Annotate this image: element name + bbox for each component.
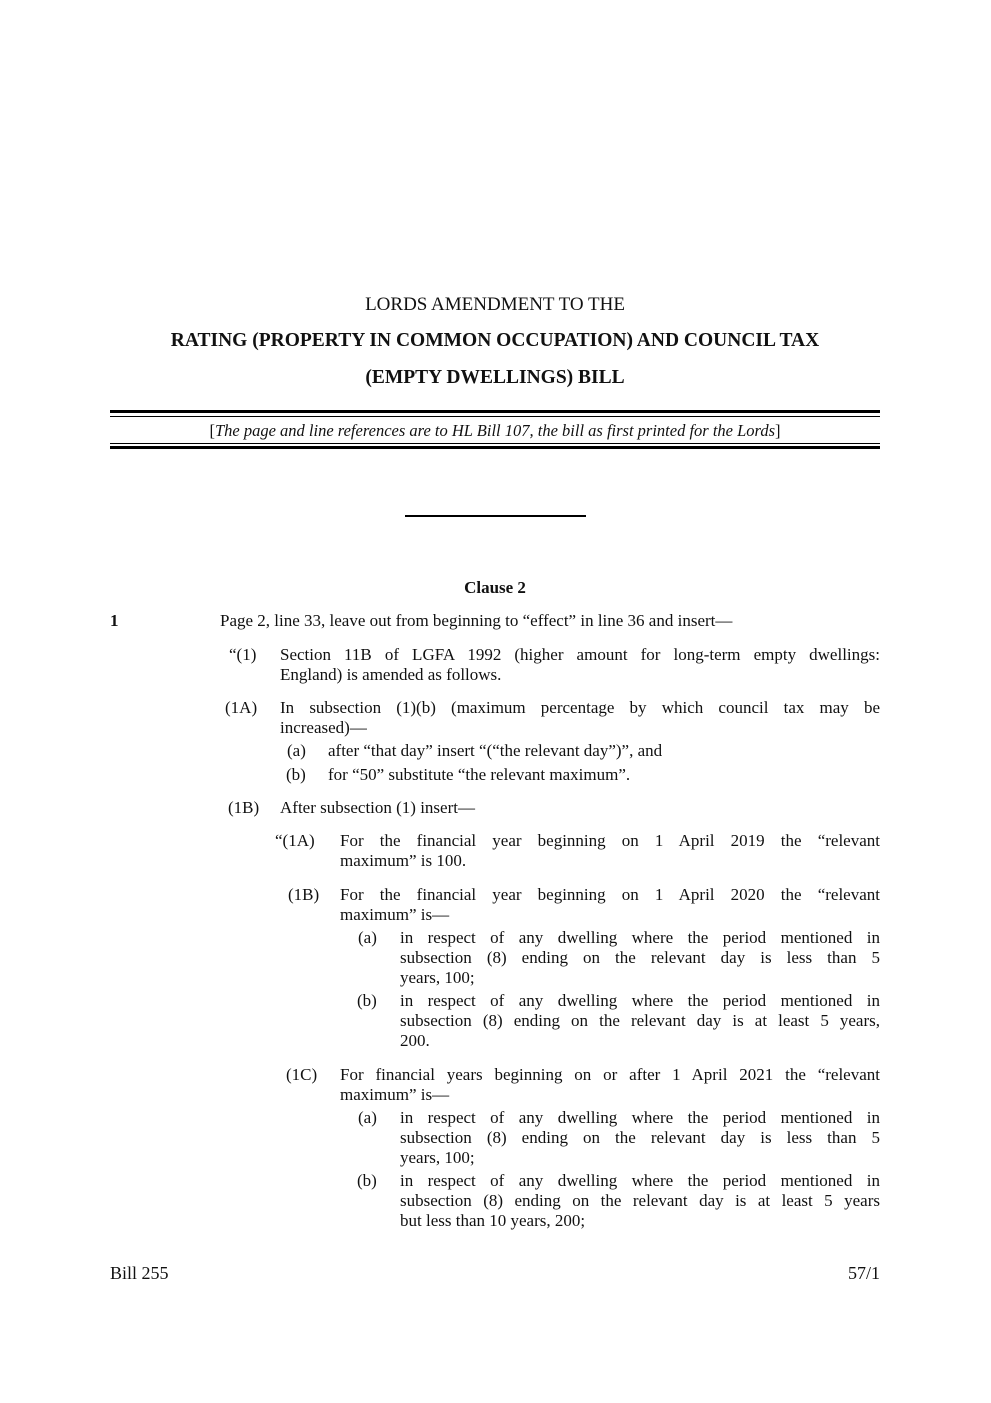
inserted-subsection-label: “(1A) <box>275 831 315 850</box>
subsection-text-line: After subsection (1) insert— <box>280 798 475 817</box>
paragraph-text: for “50” substitute “the relevant maximum”. <box>328 765 631 784</box>
paragraph-text-line: subsection (8) ending on the relevant day is less than 5 <box>400 1128 880 1147</box>
subsection-text-line: Section 11B of LGFA 1992 (higher amount for long-term empty dwellings: <box>280 645 880 664</box>
bracket-open: [ <box>209 421 215 440</box>
bill-title-line-1: RATING (PROPERTY IN COMMON OCCUPATION) AND COUNCIL TAX <box>170 330 820 351</box>
bill-title-line-2: (EMPTY DWELLINGS) BILL <box>365 367 625 388</box>
subsection-text-line: In subsection (1)(b) (maximum percentage by which council tax may be <box>280 698 880 717</box>
paragraph-label: (b) <box>286 765 306 784</box>
paragraph-label: (a) <box>358 928 377 947</box>
paragraph-text-line: 200. <box>400 1031 430 1050</box>
subsection-label: (1B) <box>228 798 260 817</box>
paragraph-text-line: subsection (8) ending on the relevant day is at least 5 years <box>400 1191 880 1210</box>
paragraph-text-line: in respect of any dwelling where the period mentioned in <box>400 928 880 947</box>
reference-note <box>110 421 880 441</box>
inserted-text-line: For the financial year beginning on 1 April 2019 the “relevant <box>340 831 880 850</box>
bracket-close: ] <box>775 421 781 440</box>
paragraph-label: (b) <box>357 991 377 1010</box>
top-rule-thick <box>110 410 880 413</box>
inserted-text-line: For financial years beginning on or after 1 April 2021 the “relevant <box>340 1065 880 1084</box>
paragraph-text-line: years, 100; <box>400 1148 475 1167</box>
paragraph-label: (b) <box>357 1171 377 1190</box>
paragraph-text-line: in respect of any dwelling where the period mentioned in <box>400 991 880 1010</box>
amendment-number: 1 <box>110 611 119 630</box>
clause-heading: Clause 2 <box>464 578 526 597</box>
inserted-subsection-label: (1B) <box>288 885 320 904</box>
paragraph-label: (a) <box>287 741 306 760</box>
amendment-instruction: Page 2, line 33, leave out from beginning to “effect” in line 36 and insert— <box>220 611 733 630</box>
bottom-rule-thick <box>110 446 880 449</box>
paragraph-label: (a) <box>358 1108 377 1127</box>
paragraph-text-line: subsection (8) ending on the relevant day is at least 5 years, <box>400 1011 880 1030</box>
subsection-label: (1A) <box>225 698 258 717</box>
top-rule-thin <box>110 416 880 417</box>
paragraph-text-line: in respect of any dwelling where the period mentioned in <box>400 1108 880 1127</box>
bill-number: Bill 255 <box>110 1263 169 1283</box>
reference-note-text: The page and line references are to HL Bill 107, the bill as first printed for the Lords <box>214 421 776 440</box>
paragraph-text-line: years, 100; <box>400 968 475 987</box>
paragraph-text-line: in respect of any dwelling where the period mentioned in <box>400 1171 880 1190</box>
bottom-rule-thin <box>110 443 880 444</box>
paragraph-text-line: subsection (8) ending on the relevant day is less than 5 <box>400 948 880 967</box>
paragraph-text: after “that day” insert “(“the relevant day”)”, and <box>328 741 663 760</box>
inserted-subsection-label: (1C) <box>286 1065 318 1084</box>
paragraph-text-line: but less than 10 years, 200; <box>400 1211 586 1230</box>
pre-title: LORDS AMENDMENT TO THE <box>365 294 625 315</box>
section-divider <box>405 515 586 517</box>
subsection-text-line: increased)— <box>280 718 367 737</box>
inserted-text-line: maximum” is— <box>340 1085 450 1104</box>
page-reference: 57/1 <box>847 1263 880 1283</box>
subsection-label: “(1) <box>229 645 257 664</box>
inserted-text-line: maximum” is 100. <box>340 851 467 870</box>
inserted-text-line: For the financial year beginning on 1 April 2020 the “relevant <box>340 885 880 904</box>
subsection-text-line: England) is amended as follows. <box>280 665 502 684</box>
inserted-text-line: maximum” is— <box>340 905 450 924</box>
